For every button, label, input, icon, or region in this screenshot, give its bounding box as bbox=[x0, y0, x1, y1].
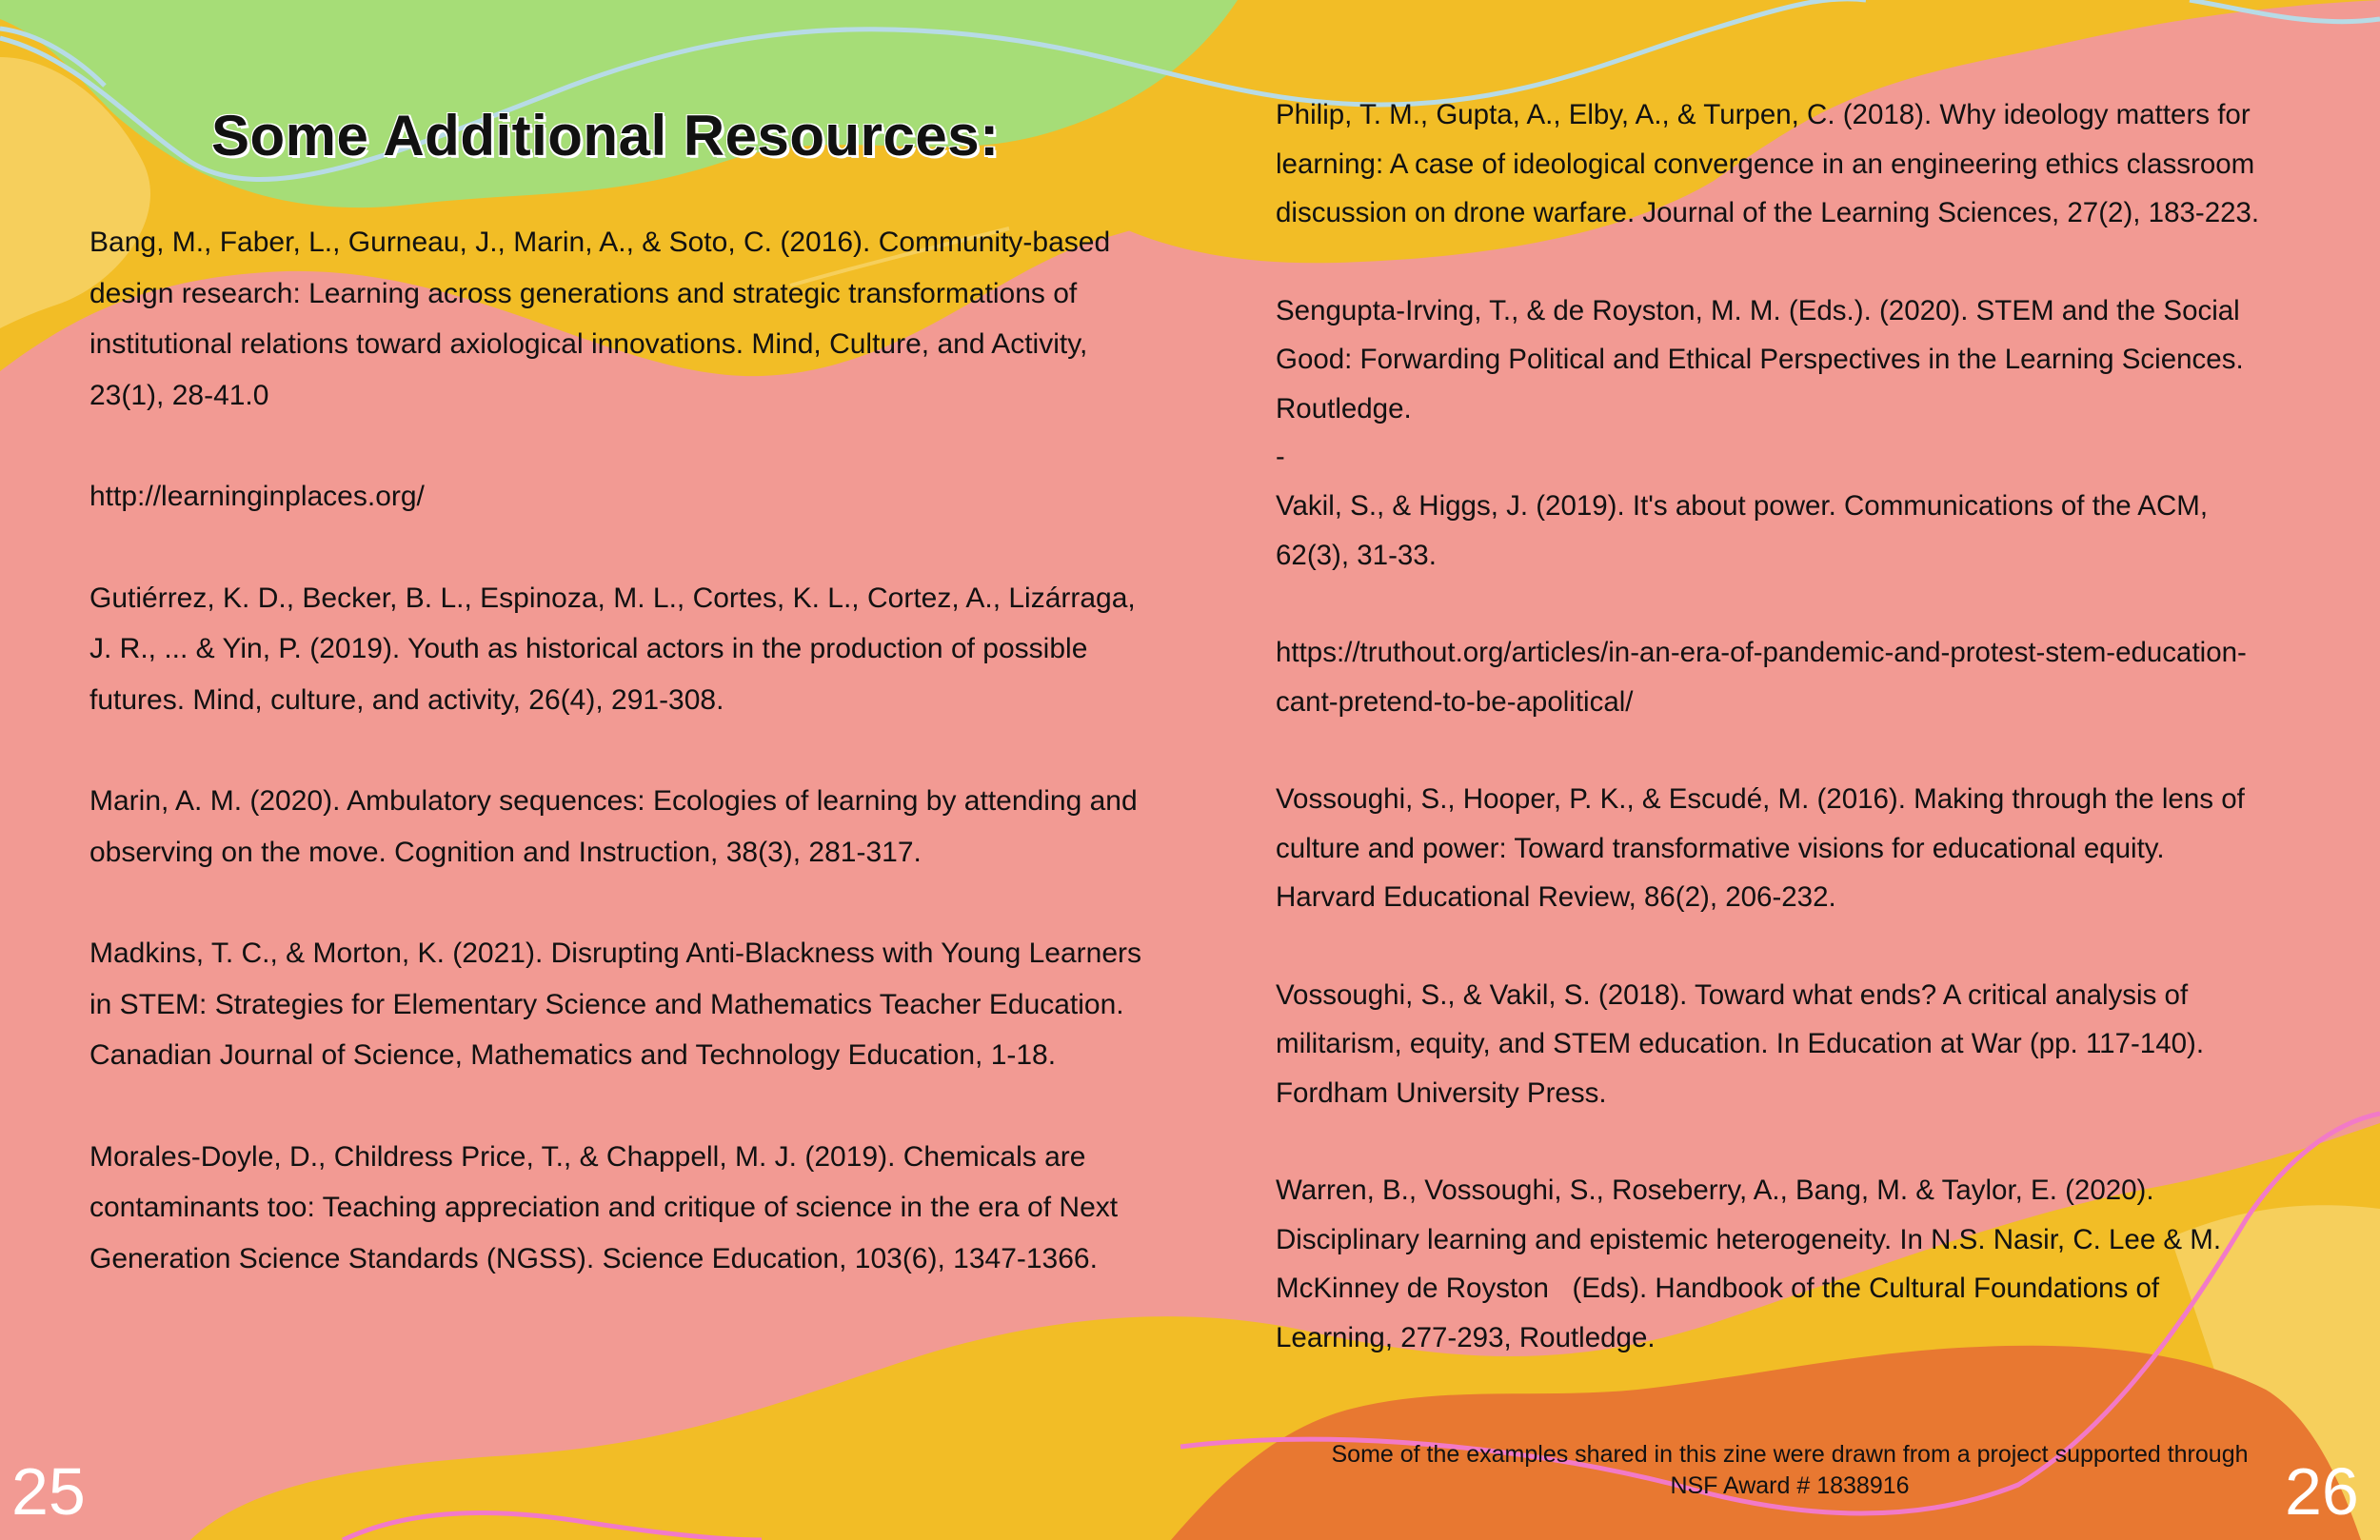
left-references-column bbox=[89, 217, 1156, 1334]
reference-philip: Philip, T. M., Gupta, A., Elby, A., & Turpen, C. (2018). Why ideology matters for learning: A case of ideological convergence in an engineering ethics classroom discussion on drone warfare. Journal of the Learning Sciences, 27(2), 183-223. bbox=[1276, 99, 2260, 228]
reference-morales-doyle: Morales-Doyle, D., Childress Price, T., & Chappell, M. J. (2019). Chemicals are contaminants too: Teaching appreciation and critique of science in the era of Next Generation Science Standards (NGSS). Science Education, 103(6), 1347-1366. bbox=[89, 1140, 1119, 1274]
reference-vossoughi-vakil: Vossoughi, S., & Vakil, S. (2018). Toward what ends? A critical analysis of militarism, equity, and STEM education. In Education at War (pp. 117-140). Fordham University Press. bbox=[1276, 978, 2205, 1109]
reference-link-learninginplaces[interactable]: http://learninginplaces.org/ bbox=[89, 481, 425, 512]
reference-gutierrez: Gutiérrez, K. D., Becker, B. L., Espinoza, M. L., Cortes, K. L., Cortez, A., Lizárraga, J. R., ... & Yin, P. (2019). Youth as historical actors in the production of possible futures. Mind, culture, and activity, 26(4), 291-308. bbox=[89, 582, 1136, 716]
separator-dash: - bbox=[1276, 442, 1285, 472]
reference-sengupta-irving: Sengupta-Irving, T., & de Royston, M. M. (Eds.). (2020). STEM and the Social Good: Forwarding Political and Ethical Perspectives in the Learning Sciences. Routledge. bbox=[1276, 294, 2244, 424]
reference-bang: Bang, M., Faber, L., Gurneau, J., Marin, A., & Soto, C. (2016). Community-based design research: Learning across generations and strategic transformations of institutional relations toward axiological innovations. Mind, Culture, and Activity, 23(1), 28-41.0 bbox=[89, 227, 1111, 411]
page-title: Some Additional Resources: bbox=[211, 104, 1000, 168]
reference-vossoughi-hooper: Vossoughi, S., Hooper, P. K., & Escudé, M. (2016). Making through the lens of culture and power: Toward transformative visions for educational equity. Harvard Educational Review, 86(2), 206-232. bbox=[1276, 783, 2245, 913]
reference-madkins: Madkins, T. C., & Morton, K. (2021). Disrupting Anti-Blackness with Young Learners in STEM: Strategies for Elementary Science and Mathematics Teacher Education. Canadian Journal of Science, Mathematics and Technology Education, 1-18. bbox=[89, 938, 1141, 1071]
reference-link-truthout[interactable]: https://truthout.org/articles/in-an-era-of-pandemic-and-protest-stem-education-cant-pretend-to-be-apolitical/ bbox=[1276, 637, 2247, 718]
funding-footnote: Some of the examples shared in this zine were drawn from a project supported through NSF Award # 1838916 bbox=[1331, 1441, 2249, 1499]
right-references-column bbox=[1276, 90, 2266, 1411]
reference-warren: Warren, B., Vossoughi, S., Roseberry, A., Bang, M. & Taylor, E. (2020). Disciplinary learning and epistemic heterogeneity. In N.S. Nasir, C. Lee & M. McKinney de Royston (Eds). Handbook of the Cultural Foundations of Learning, 277-293, Routledge. bbox=[1276, 1175, 2230, 1353]
page-number-right: 26 bbox=[2285, 1454, 2359, 1529]
page-number-left: 25 bbox=[11, 1454, 86, 1529]
reference-vakil: Vakil, S., & Higgs, J. (2019). It's about power. Communications of the ACM, 62(3), 31-33. bbox=[1276, 490, 2209, 571]
reference-marin: Marin, A. M. (2020). Ambulatory sequences: Ecologies of learning by attending and observing on the move. Cognition and Instruction, 38(3), 281-317. bbox=[89, 785, 1138, 868]
